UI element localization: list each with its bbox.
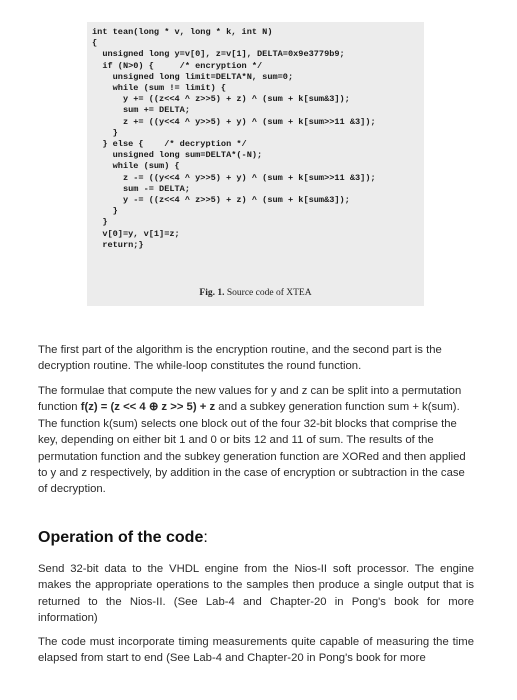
section-heading bbox=[38, 529, 208, 547]
code-line: { bbox=[92, 38, 98, 49]
paragraph-operation: Send 32-bit data to the VHDL engine from the Nios-II soft processor. The engine makes the appropriate operations to the samples then produce a single output that is returned to the Nios-II. (See Lab-4 and Chapter-20 in Pong's book for more information) bbox=[38, 563, 474, 625]
code-line: unsigned long limit=DELTA*N, sum=0; bbox=[92, 71, 294, 82]
code-line: unsigned long y=v[0], z=v[1], DELTA=0x9e3779b9; bbox=[92, 49, 345, 60]
code-line: int tean(long * v, long * k, int N) bbox=[92, 27, 273, 37]
section-colon: : bbox=[203, 529, 208, 546]
code-figure bbox=[87, 22, 424, 306]
code-line: z -= ((y<<4 ^ y>>5) + y) ^ (sum + k[sum>>11 &3]); bbox=[92, 172, 376, 183]
code-line: } bbox=[92, 206, 118, 217]
code-line: while (sum != limit) { bbox=[92, 83, 227, 94]
figure-caption bbox=[87, 288, 424, 298]
code-line: sum -= DELTA; bbox=[92, 183, 190, 194]
code-line: z += ((y<<4 ^ y>>5) + y) ^ (sum + k[sum>>11 &3]); bbox=[92, 116, 376, 127]
code-line: y -= ((z<<4 ^ z>>5) + z) ^ (sum + k[sum&3]); bbox=[92, 195, 350, 206]
code-line: y += ((z<<4 ^ z>>5) + z) ^ (sum + k[sum&3]); bbox=[92, 94, 350, 105]
xtea-source-code bbox=[92, 27, 376, 251]
caption-label: Fig. 1. bbox=[199, 288, 225, 298]
paragraph-timing: The code must incorporate timing measurements quite capable of measuring the time elapsed from start to end (See Lab-4 and Chapter-20 in Pong's book for more bbox=[38, 636, 474, 665]
formula-intro: The formulae that compute the new values for y and z can be split into a permutation function bbox=[38, 385, 462, 414]
code-line: sum += DELTA; bbox=[92, 105, 190, 116]
paragraph-formulae bbox=[38, 383, 474, 498]
code-line: } bbox=[92, 127, 118, 138]
paragraph-algorithm-parts: The first part of the algorithm is the encryption routine, and the second part is the decryption routine. The while-loop constitutes the round function. bbox=[38, 344, 442, 373]
code-line: if (N>0) { /* encryption */ bbox=[92, 60, 263, 71]
code-line: } bbox=[92, 217, 108, 228]
code-line: return;} bbox=[92, 239, 144, 250]
code-line: } else { /* decryption */ bbox=[92, 139, 247, 150]
code-line: unsigned long sum=DELTA*(-N); bbox=[92, 150, 263, 161]
code-line: while (sum) { bbox=[92, 161, 180, 172]
section-title: Operation of the code bbox=[38, 529, 204, 546]
formula-explanation: and a subkey generation function sum + k(sum). The function k(sum) selects one block out of the four 32-bit blocks that comprise the key, depending on either bit 1 and 0 or bits 12 and 11 of sum. The results of the permutation function and the subkey generation function are XORed and then applied to y and z respectively, by addition in the case of encryption or subtraction in the case of decryption. bbox=[38, 401, 466, 496]
code-line: v[0]=y, v[1]=z; bbox=[92, 228, 180, 239]
permutation-formula: f(z) = (z << 4 ⊕ z >> 5) + z bbox=[80, 401, 216, 414]
caption-text: Source code of XTEA bbox=[224, 288, 312, 298]
